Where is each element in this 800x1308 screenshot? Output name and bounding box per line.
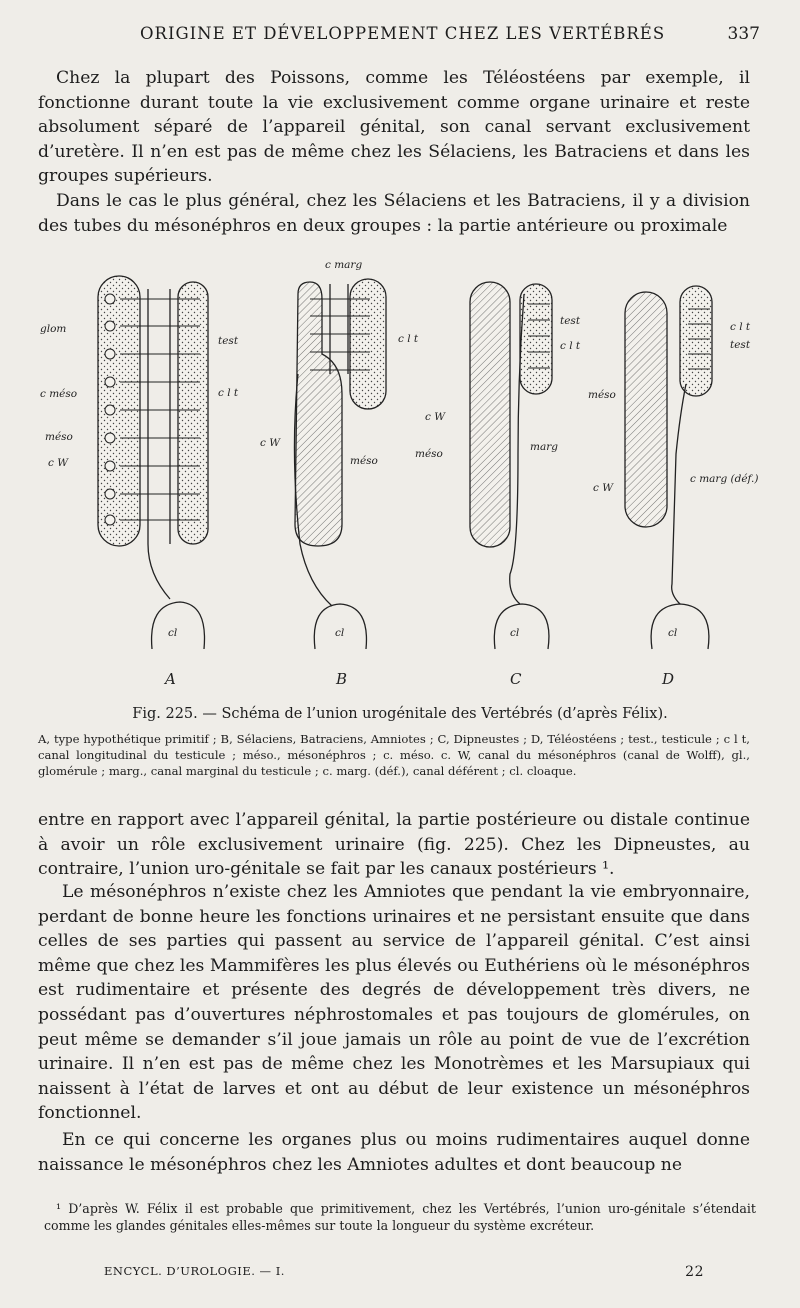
label-a-meso: méso — [45, 431, 73, 443]
d-mesonephros — [625, 292, 667, 527]
paragraph-3: entre en rapport avec l’appareil génital, la partie postérieure ou distale continue à avoir un rôle exclusivement urinaire (fig. 225). Chez les Dipneustes, au contraire, l’union uro-génitale se fait par les canaux postérieurs ¹. — [38, 810, 750, 880]
figure-225 — [40, 254, 770, 699]
label-b-meso: méso — [350, 455, 378, 467]
running-title: ORIGINE ET DÉVELOPPEMENT CHEZ LES VERTÉBRÉS — [140, 24, 666, 43]
label-b-cmarg: c marg — [325, 259, 363, 271]
c-mesonephros — [470, 282, 510, 547]
a-testis — [178, 282, 208, 544]
label-a-cl: cl — [168, 627, 178, 639]
letter-c: C — [510, 670, 522, 688]
d-testis — [680, 286, 712, 396]
paragraph-5: En ce qui concerne les organes plus ou moins rudimentaires auquel donne naissance le mésonéphros chez les Amniotes adultes et dont beaucoup ne — [38, 1130, 750, 1175]
diagram-c — [470, 282, 552, 649]
label-c-cl: cl — [510, 627, 520, 639]
label-a-glom: glom — [40, 323, 67, 335]
label-b-cw: c W — [260, 437, 281, 449]
label-d-cl: cl — [668, 627, 678, 639]
footer-series: ENCYCL. D’UROLOGIE. — I. — [104, 1264, 285, 1278]
running-header — [60, 24, 760, 50]
label-d-meso: méso — [588, 389, 616, 401]
figure-caption: Fig. 225. — Schéma de l’union urogénitale des Vertébrés (d’après Félix). — [132, 706, 668, 722]
figure-legend: A, type hypothétique primitif ; B, Sélaciens, Batraciens, Amniotes ; C, Dipneustes ; D, Téléostéens ; test., testicule ; c l t, canal longitudinal du testicule ; méso., mésonéphros ; c. méso. c. W, canal du mésonéphros (canal de Wolff), gl., glomérule ; marg., canal marginal du testicule ; c. marg. (déf.), canal déférent ; cl. cloaque. — [38, 732, 750, 778]
label-c-clt: c l t — [560, 340, 581, 352]
paragraph-4: Le mésonéphros n’existe chez les Amniotes que pendant la vie embryonnaire, perdant de bonne heure les fonctions urinaires et ne persistant ensuite que dans celles de ses parties qui passent au service de l’appareil génital. C’est ainsi même que chez les Mammifères les plus élevés ou Euthériens où le mésonéphros est rudimentaire et présente des degrés de développement très divers, ne possédant pas d’ouvertures néphrostomales et pas toujours de glomérules, on peut même se demander s’il joue jamais un rôle au point de vue de l’excrétion urinaire. Il n’en est pas de même chez les Monotrèmes et les Marsupiaux qui naissent à l’état de larves et ont au début de leur existence un mésonéphros fonctionnel. — [38, 882, 750, 1124]
label-a-cmeso: c méso — [40, 388, 78, 400]
footer-signature: 22 — [685, 1264, 704, 1280]
letter-d: D — [662, 670, 675, 688]
label-c-test: test — [560, 315, 581, 327]
label-b-clt: c l t — [398, 333, 419, 345]
label-a-clt: c l t — [218, 387, 239, 399]
page-number: 337 — [727, 24, 760, 44]
letter-b: B — [336, 670, 348, 688]
label-c-meso: méso — [415, 448, 443, 460]
label-d-cw: c W — [593, 482, 614, 494]
paragraph-1: Chez la plupart des Poissons, comme les Téléostéens par exemple, il fonctionne durant toute la vie exclusivement comme organe urinaire et reste absolument séparé de l’appareil génital, son canal servant exclusivement d’uretère. Il n’en est pas de même chez les Sélaciens, les Batraciens et dans les groupes supérieurs. — [38, 68, 750, 187]
label-b-cl: cl — [335, 627, 345, 639]
c-testis — [520, 284, 552, 394]
a-mesonephros — [98, 276, 140, 546]
label-d-cmarg: c marg (déf.) — [690, 473, 759, 485]
label-a-test: test — [218, 335, 239, 347]
label-a-cw: c W — [48, 457, 69, 469]
b-mesonephros — [295, 282, 342, 546]
label-c-marg: marg — [530, 441, 558, 453]
page-footer — [104, 1264, 704, 1284]
letter-a: A — [165, 670, 176, 688]
diagram-a — [98, 276, 208, 649]
label-d-test: test — [730, 339, 751, 351]
diagram-d — [625, 286, 712, 649]
label-c-cw: c W — [425, 411, 446, 423]
label-d-clt: c l t — [730, 321, 751, 333]
paragraph-2: Dans le cas le plus général, chez les Sélaciens et les Batraciens, il y a division des tubes du mésonéphros en deux groupes : la partie antérieure ou proximale — [38, 191, 750, 236]
footnote: ¹ D’après W. Félix il est probable que primitivement, chez les Vertébrés, l’union uro-génitale s’étendait comme les glandes génitales elles-mêmes sur toute la longueur du système excréteur. — [44, 1201, 756, 1233]
